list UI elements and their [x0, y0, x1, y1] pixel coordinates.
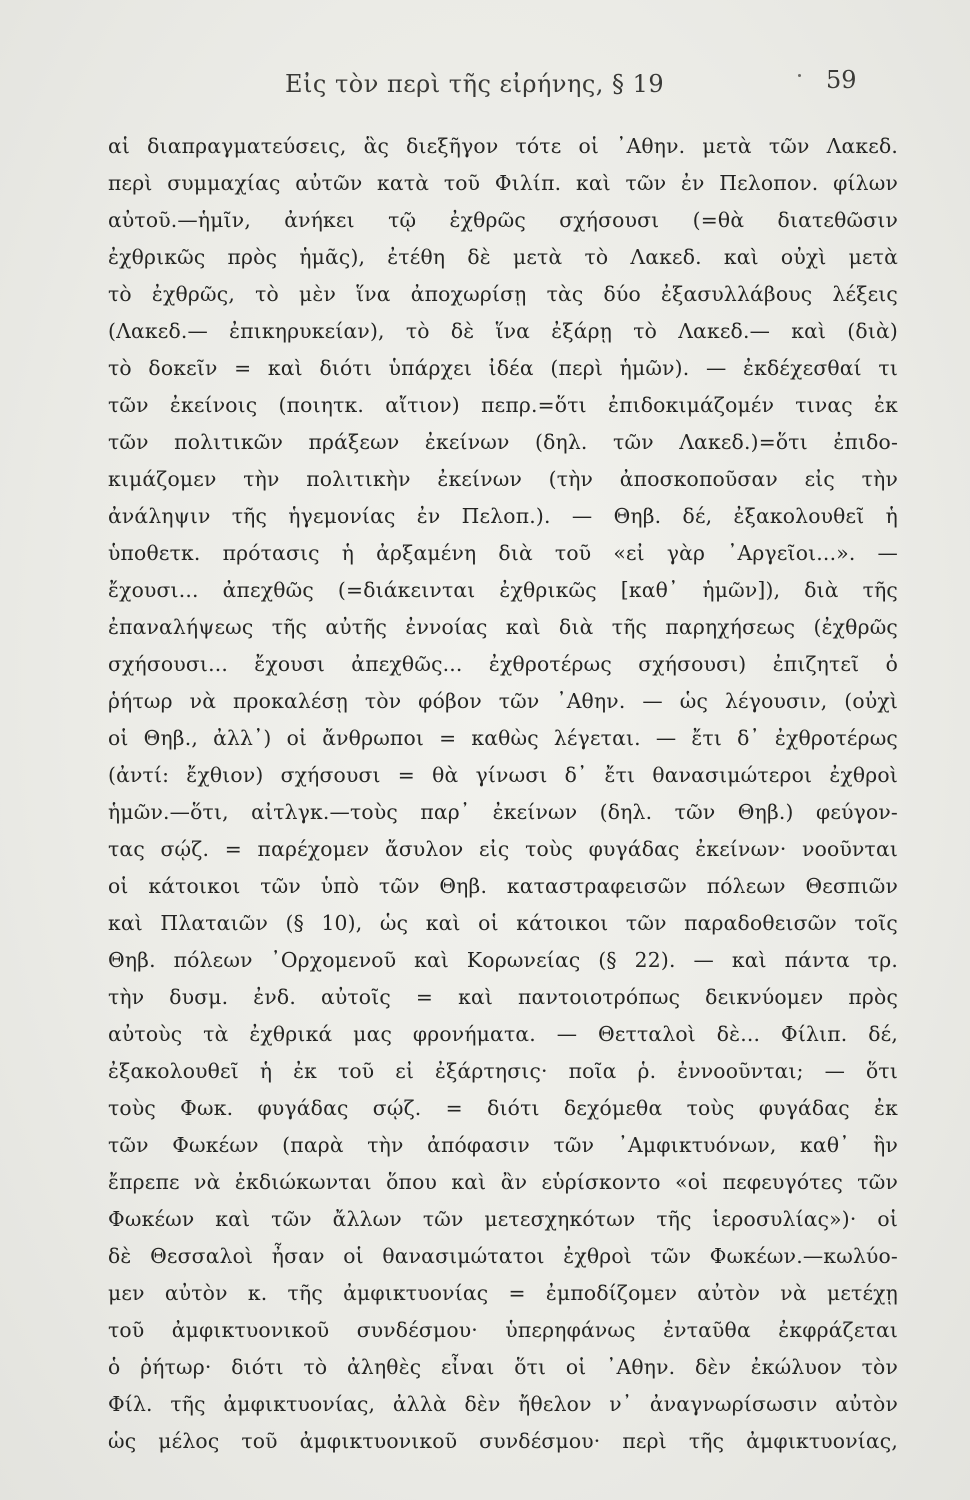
- text-line: τὸ ἐχθρῶς, τὸ μὲν ἵνα ἀποχωρίσῃ τὰς δύο ἐξασυλλάβους λέξεις: [108, 282, 898, 306]
- text-line: αὐτοὺς τὰ ἐχθρικά μας φρονήματα. — Θετταλοὶ δὲ... Φίλιπ. δέ,: [108, 1022, 898, 1046]
- text-line: (Λακεδ.— ἐπικηρυκείαν), τὸ δὲ ἵνα ἐξάρῃ τὸ Λακεδ.— καὶ (διὰ): [108, 319, 898, 343]
- text-line: ἐξακολουθεῖ ἡ ἐκ τοῦ εἰ ἐξάρτησις· ποῖα ῥ. ἐννοοῦνται; — ὅτι: [108, 1059, 898, 1083]
- text-line: τῶν πολιτικῶν πράξεων ἐκείνων (δηλ. τῶν Λακεδ.)=ὅτι ἐπιδο-: [108, 430, 898, 454]
- text-line: ἐπαναλήψεως τῆς αὐτῆς ἐννοίας καὶ διὰ τῆς παρηχήσεως (ἐχθρῶς: [108, 615, 898, 639]
- ink-speck: [798, 74, 801, 77]
- text-line: τὴν δυσμ. ἐνδ. αὐτοῖς = καὶ παντοιοτρόπως δεικνύομεν πρὸς: [108, 985, 898, 1009]
- text-line: ἀνάληψιν τῆς ἡγεμονίας ἐν Πελοπ.). — Θηβ. δέ, ἐξακολουθεῖ ἡ: [108, 504, 898, 528]
- text-line: τοῦ ἀμφικτυονικοῦ συνδέσμου· ὑπερηφάνως ἐνταῦθα ἐκφράζεται: [108, 1318, 898, 1342]
- text-line: (ἀντί: ἔχθιον) σχήσουσι = θὰ γίνωσι δ᾽ ἔτι θανασιμώτεροι ἐχθροὶ: [108, 763, 898, 787]
- page-number: 59: [826, 66, 857, 94]
- text-line: Θηβ. πόλεων ᾽Ορχομενοῦ καὶ Κορωνείας (§ 22). — καὶ πάντα τρ.: [108, 948, 898, 972]
- text-line: οἱ Θηβ., ἀλλ᾽) οἱ ἄνθρωποι = καθὼς λέγεται. — ἔτι δ᾽ ἐχθροτέρως: [108, 726, 898, 750]
- text-line: τῶν ἐκείνοις (ποιητκ. αἴτιον) πεπρ.=ὅτι ἐπιδοκιμάζομέν τινας ἐκ: [108, 393, 898, 417]
- text-line: τῶν Φωκέων (παρὰ τὴν ἀπόφασιν τῶν ᾽Αμφικτυόνων, καθ᾽ ἣν: [108, 1133, 898, 1157]
- text-line: τὸ δοκεῖν = καὶ διότι ὑπάρχει ἰδέα (περὶ ἡμῶν). — ἐκδέχεσθαί τι: [108, 356, 898, 380]
- text-line: τας σῴζ. = παρέχομεν ἄσυλον εἰς τοὺς φυγάδας ἐκείνων· νοοῦνται: [108, 837, 898, 861]
- text-line: ὑποθετκ. πρότασις ἡ ἀρξαμένη διὰ τοῦ «εἰ γὰρ ᾽Αργεῖοι...». —: [108, 541, 898, 565]
- text-line: αὐτοῦ.—ἡμῖν, ἀνήκει τῷ ἐχθρῶς σχήσουσι (=θὰ διατεθῶσιν: [108, 208, 898, 232]
- text-line: ἡμῶν.—ὅτι, αἰτλγκ.—τοὺς παρ᾽ ἐκείνων (δηλ. τῶν Θηβ.) φεύγον-: [108, 800, 898, 824]
- text-line: περὶ συμμαχίας αὐτῶν κατὰ τοῦ Φιλίπ. καὶ τῶν ἐν Πελοπον. φίλων: [108, 171, 898, 195]
- text-line: ἐχθρικῶς πρὸς ἡμᾶς), ἐτέθη δὲ μετὰ τὸ Λακεδ. καὶ οὐχὶ μετὰ: [108, 245, 898, 269]
- text-line: ὡς μέλος τοῦ ἀμφικτυονικοῦ συνδέσμου· περὶ τῆς ἀμφικτυονίας,: [108, 1429, 898, 1453]
- text-line: ἔπρεπε νὰ ἐκδιώκωνται ὅπου καὶ ἂν εὑρίσκοντο «οἱ πεφευγότες τῶν: [108, 1170, 898, 1194]
- commentary-text-block: [108, 128, 898, 1460]
- text-line: κιμάζομεν τὴν πολιτικὴν ἐκείνων (τὴν ἀποσκοποῦσαν εἰς τὴν: [108, 467, 898, 491]
- page-header: [0, 62, 970, 102]
- text-line: οἱ κάτοικοι τῶν ὑπὸ τῶν Θηβ. καταστραφεισῶν πόλεων Θεσπιῶν: [108, 874, 898, 898]
- text-line: Φωκέων καὶ τῶν ἄλλων τῶν μετεσχηκότων τῆς ἱεροσυλίας»)· οἱ: [108, 1207, 898, 1231]
- text-line: καὶ Πλαταιῶν (§ 10), ὡς καὶ οἱ κάτοικοι τῶν παραδοθεισῶν τοῖς: [108, 911, 898, 935]
- running-title: Εἰς τὸν περὶ τῆς εἰρήνης, § 19: [285, 70, 665, 98]
- text-line: ῥήτωρ νὰ προκαλέσῃ τὸν φόβον τῶν ᾽Αθην. — ὡς λέγουσιν, (οὐχὶ: [108, 689, 898, 713]
- text-line: τοὺς Φωκ. φυγάδας σῴζ. = διότι δεχόμεθα τοὺς φυγάδας ἐκ: [108, 1096, 898, 1120]
- text-line: σχήσουσι... ἔχουσι ἀπεχθῶς... ἐχθροτέρως σχήσουσι) ἐπιζητεῖ ὁ: [108, 652, 898, 676]
- text-line: αἱ διαπραγματεύσεις, ἃς διεξῆγον τότε οἱ ᾽Αθην. μετὰ τῶν Λακεδ.: [108, 134, 898, 158]
- text-line: ἔχουσι... ἀπεχθῶς (=διάκεινται ἐχθρικῶς [καθ᾽ ἡμῶν]), διὰ τῆς: [108, 578, 898, 602]
- text-line: Φίλ. τῆς ἀμφικτυονίας, ἀλλὰ δὲν ἤθελον ν᾽ ἀναγνωρίσωσιν αὐτὸν: [108, 1392, 898, 1416]
- text-line: μεν αὐτὸν κ. τῆς ἀμφικτυονίας = ἐμποδίζομεν αὐτὸν νὰ μετέχῃ: [108, 1281, 898, 1305]
- text-line: ὁ ῥήτωρ· διότι τὸ ἀληθὲς εἶναι ὅτι οἱ ᾽Αθην. δὲν ἐκώλυον τὸν: [108, 1355, 898, 1379]
- text-line: δὲ Θεσσαλοὶ ἦσαν οἱ θανασιμώτατοι ἐχθροὶ τῶν Φωκέων.—κωλύο-: [108, 1244, 898, 1268]
